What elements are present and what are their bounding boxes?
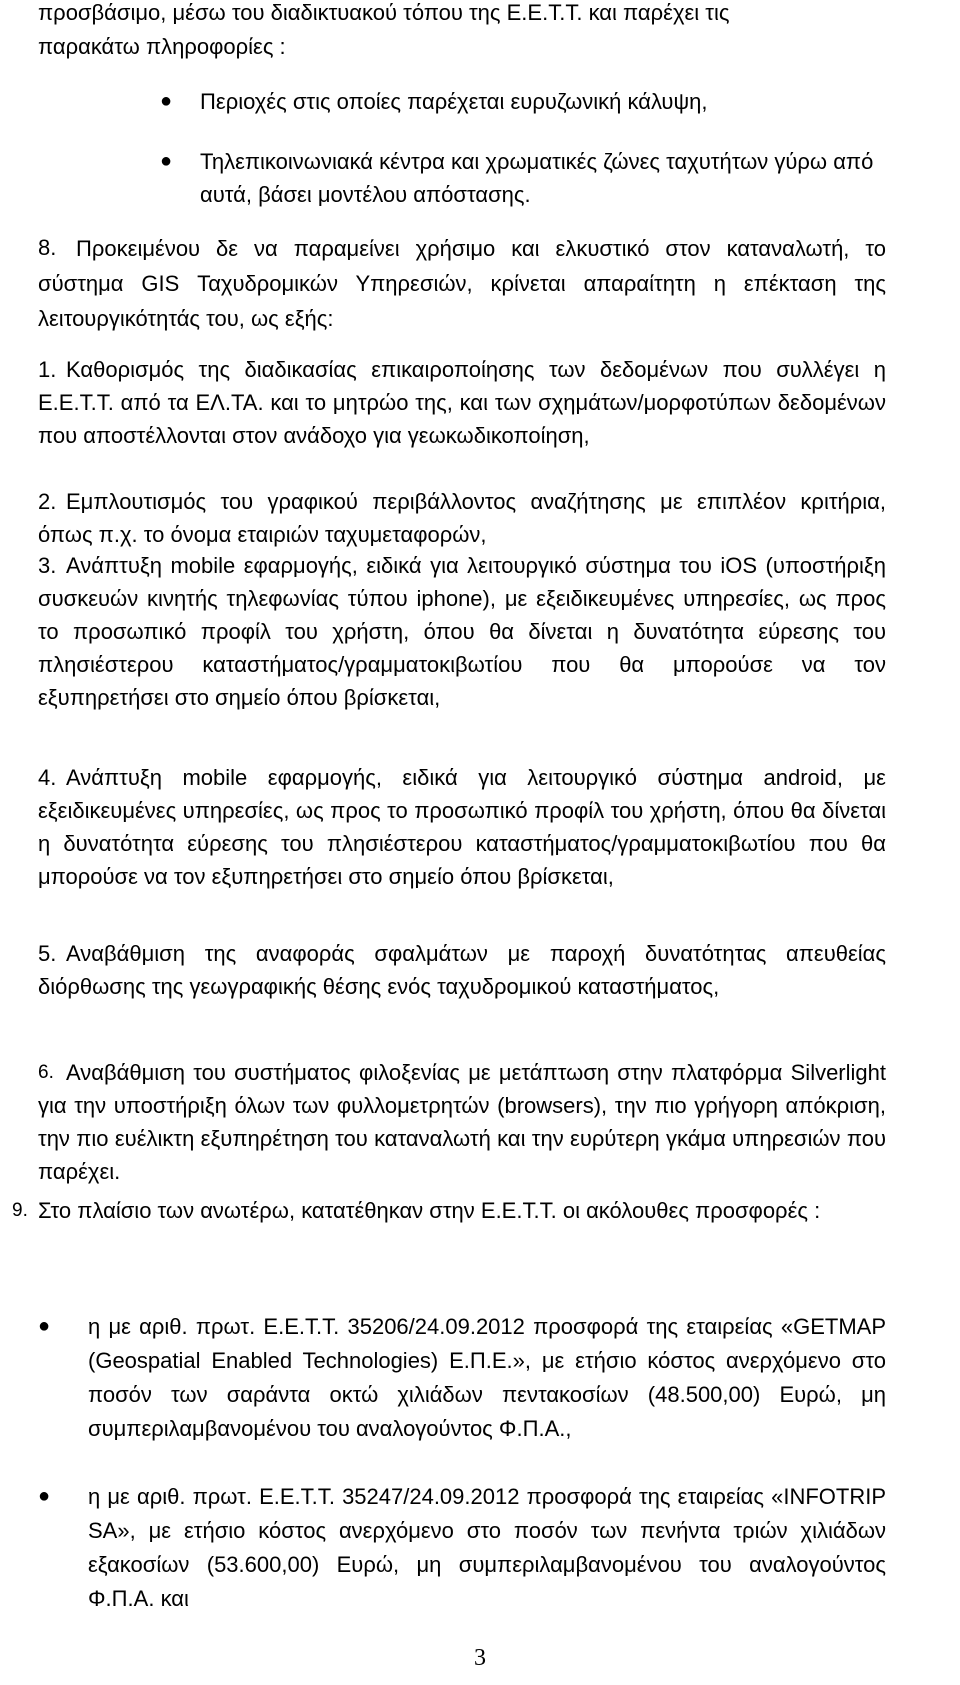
section-8-list — [38, 353, 886, 452]
section-8-list — [38, 1056, 886, 1188]
item-text: Ανάπτυξη mobile εφαρμογής, ειδικά για λειτουργικό σύστημα android, με εξειδικευμένες υπηρεσίες, ως προς το προσωπικό προφίλ του χρήστη, όπου θα δίνεται η δυνατότητα εύρεσης του πλησιέστερου καταστήματος/γραμματοκιβωτίου που θα μπορούσε να τον εξυπηρετήσει στο σημείο όπου βρίσκεται, — [38, 765, 886, 889]
intro-paragraph — [38, 0, 886, 63]
section-8-text: Προκειμένου δε να παραμείνει χρήσιμο και ελκυστικό στον καταναλωτή, το σύστημα GIS Ταχυδρομικών Υπηρεσιών, κρίνεται απαραίτητη η επέκταση της λειτουργικότητάς του, ως εξής: — [38, 236, 886, 331]
list-item — [38, 1480, 886, 1616]
bullet-icon: ● — [38, 1485, 51, 1507]
item-number: 3. — [38, 553, 57, 578]
intro-line-2: παρακάτω πληροφορίες : — [38, 34, 286, 59]
bullet-icon: ● — [160, 150, 173, 172]
item-number: 5. — [38, 941, 57, 966]
section-8-list — [38, 485, 886, 551]
offer-text: η με αριθ. πρωτ. Ε.Ε.Τ.Τ. 35247/24.09.2012 προσφορά της εταιρείας «INFOTRIP SA», με ετήσιο κόστος ανερχόμενο στο ποσόν των πενήντα τριών χιλιάδων εξακοσίων (53.600,00) Ευρώ, μη συμπεριλαμβανομένου του αναλογούντος Φ.Π.Α. και — [88, 1484, 886, 1611]
section-9 — [12, 1194, 886, 1228]
section-8-list — [38, 937, 886, 1003]
section-number: 8. — [38, 235, 57, 260]
section-number: 9. — [12, 1200, 28, 1221]
list-item — [160, 145, 886, 211]
list-item — [38, 761, 886, 893]
item-number: 6. — [38, 1062, 54, 1083]
intro-bullet-text: Τηλεπικοινωνιακά κέντρα και χρωματικές ζώνες ταχυτήτων γύρω από αυτά, βάσει μοντέλου απόστασης. — [200, 149, 874, 207]
list-item — [160, 85, 886, 118]
list-item — [38, 485, 886, 551]
item-text: Αναβάθμιση του συστήματος φιλοξενίας με μετάπτωση στην πλατφόρμα Silverlight για την υποστήριξη όλων των φυλλομετρητών (browsers), την πιο γρήγορη απόκριση, την πιο ευέλικτη εξυπηρέτηση του καταναλωτή και την ευρύτερη γκάμα υπηρεσιών που παρέχει. — [38, 1060, 886, 1184]
section-9-paragraph — [12, 1194, 886, 1228]
item-text: Ανάπτυξη mobile εφαρμογής, ειδικά για λειτουργικό σύστημα του iOS (υποστήριξη συσκευών κινητής τηλεφωνίας τύπου iphone), με εξειδικευμένες υπηρεσίες, ως προς το προσωπικό προφίλ του χρήστη, όπου θα δίνεται η δυνατότητα εύρεσης του πλησιέστερου καταστήματος/γραμματοκιβωτίου που θα μπορούσε να τον εξυπηρετήσει στο σημείο όπου βρίσκεται, — [38, 553, 886, 710]
section-8 — [38, 231, 886, 336]
section-8-paragraph — [38, 231, 886, 336]
intro-bullet-list — [160, 85, 886, 211]
section-8-list — [38, 761, 886, 893]
bullet-icon: ● — [38, 1315, 51, 1337]
item-number: 2. — [38, 489, 57, 514]
intro-bullet-text: Περιοχές στις οποίες παρέχεται ευρυζωνική κάλυψη, — [200, 89, 708, 114]
list-item — [38, 1056, 886, 1188]
list-item — [38, 353, 886, 452]
item-text: Αναβάθμιση της αναφοράς σφαλμάτων με παροχή δυνατότητας απευθείας διόρθωσης της γεωγραφικής θέσης ενός ταχυδρομικού καταστήματος, — [38, 941, 886, 999]
offers-list — [38, 1480, 886, 1616]
intro-line-1: προσβάσιμο, μέσω του διαδικτυακού τόπου της Ε.Ε.Τ.Τ. και παρέχει τις — [38, 0, 730, 25]
bullet-icon: ● — [160, 90, 173, 112]
page-number: 3 — [474, 1645, 486, 1671]
item-text: Εμπλουτισμός του γραφικού περιβάλλοντος αναζήτησης με επιπλέον κριτήρια, όπως π.χ. το όνομα εταιριών ταχυμεταφορών, — [38, 489, 886, 547]
section-8-list — [38, 549, 886, 714]
list-item — [38, 1310, 886, 1446]
item-text: Καθορισμός της διαδικασίας επικαιροποίησης των δεδομένων που συλλέγει η Ε.Ε.Τ.Τ. από τα ΕΛ.ΤΑ. και το μητρώο της, και των σχημάτων/μορφοτύπων δεδομένων που αποστέλλονται στον ανάδοχο για γεωκωδικοποίηση, — [38, 357, 886, 448]
section-9-text: Στο πλαίσιο των ανωτέρω, κατατέθηκαν στην Ε.Ε.Τ.Τ. οι ακόλουθες προσφορές : — [38, 1198, 821, 1223]
list-item — [38, 549, 886, 714]
item-number: 4. — [38, 765, 57, 790]
item-number: 1. — [38, 357, 57, 382]
list-item — [38, 937, 886, 1003]
offer-text: η με αριθ. πρωτ. Ε.Ε.Τ.Τ. 35206/24.09.2012 προσφορά της εταιρείας «GETMAP (Geospatial Enabled Technologies) Ε.Π.Ε.», με ετήσιο κόστος ανερχόμενο στο ποσόν των σαράντα οκτώ χιλιάδων πεντακοσίων (48.500,00) Ευρώ, μη συμπεριλαμβανομένου του αναλογούντος Φ.Π.Α., — [88, 1314, 886, 1441]
offers-list — [38, 1310, 886, 1446]
